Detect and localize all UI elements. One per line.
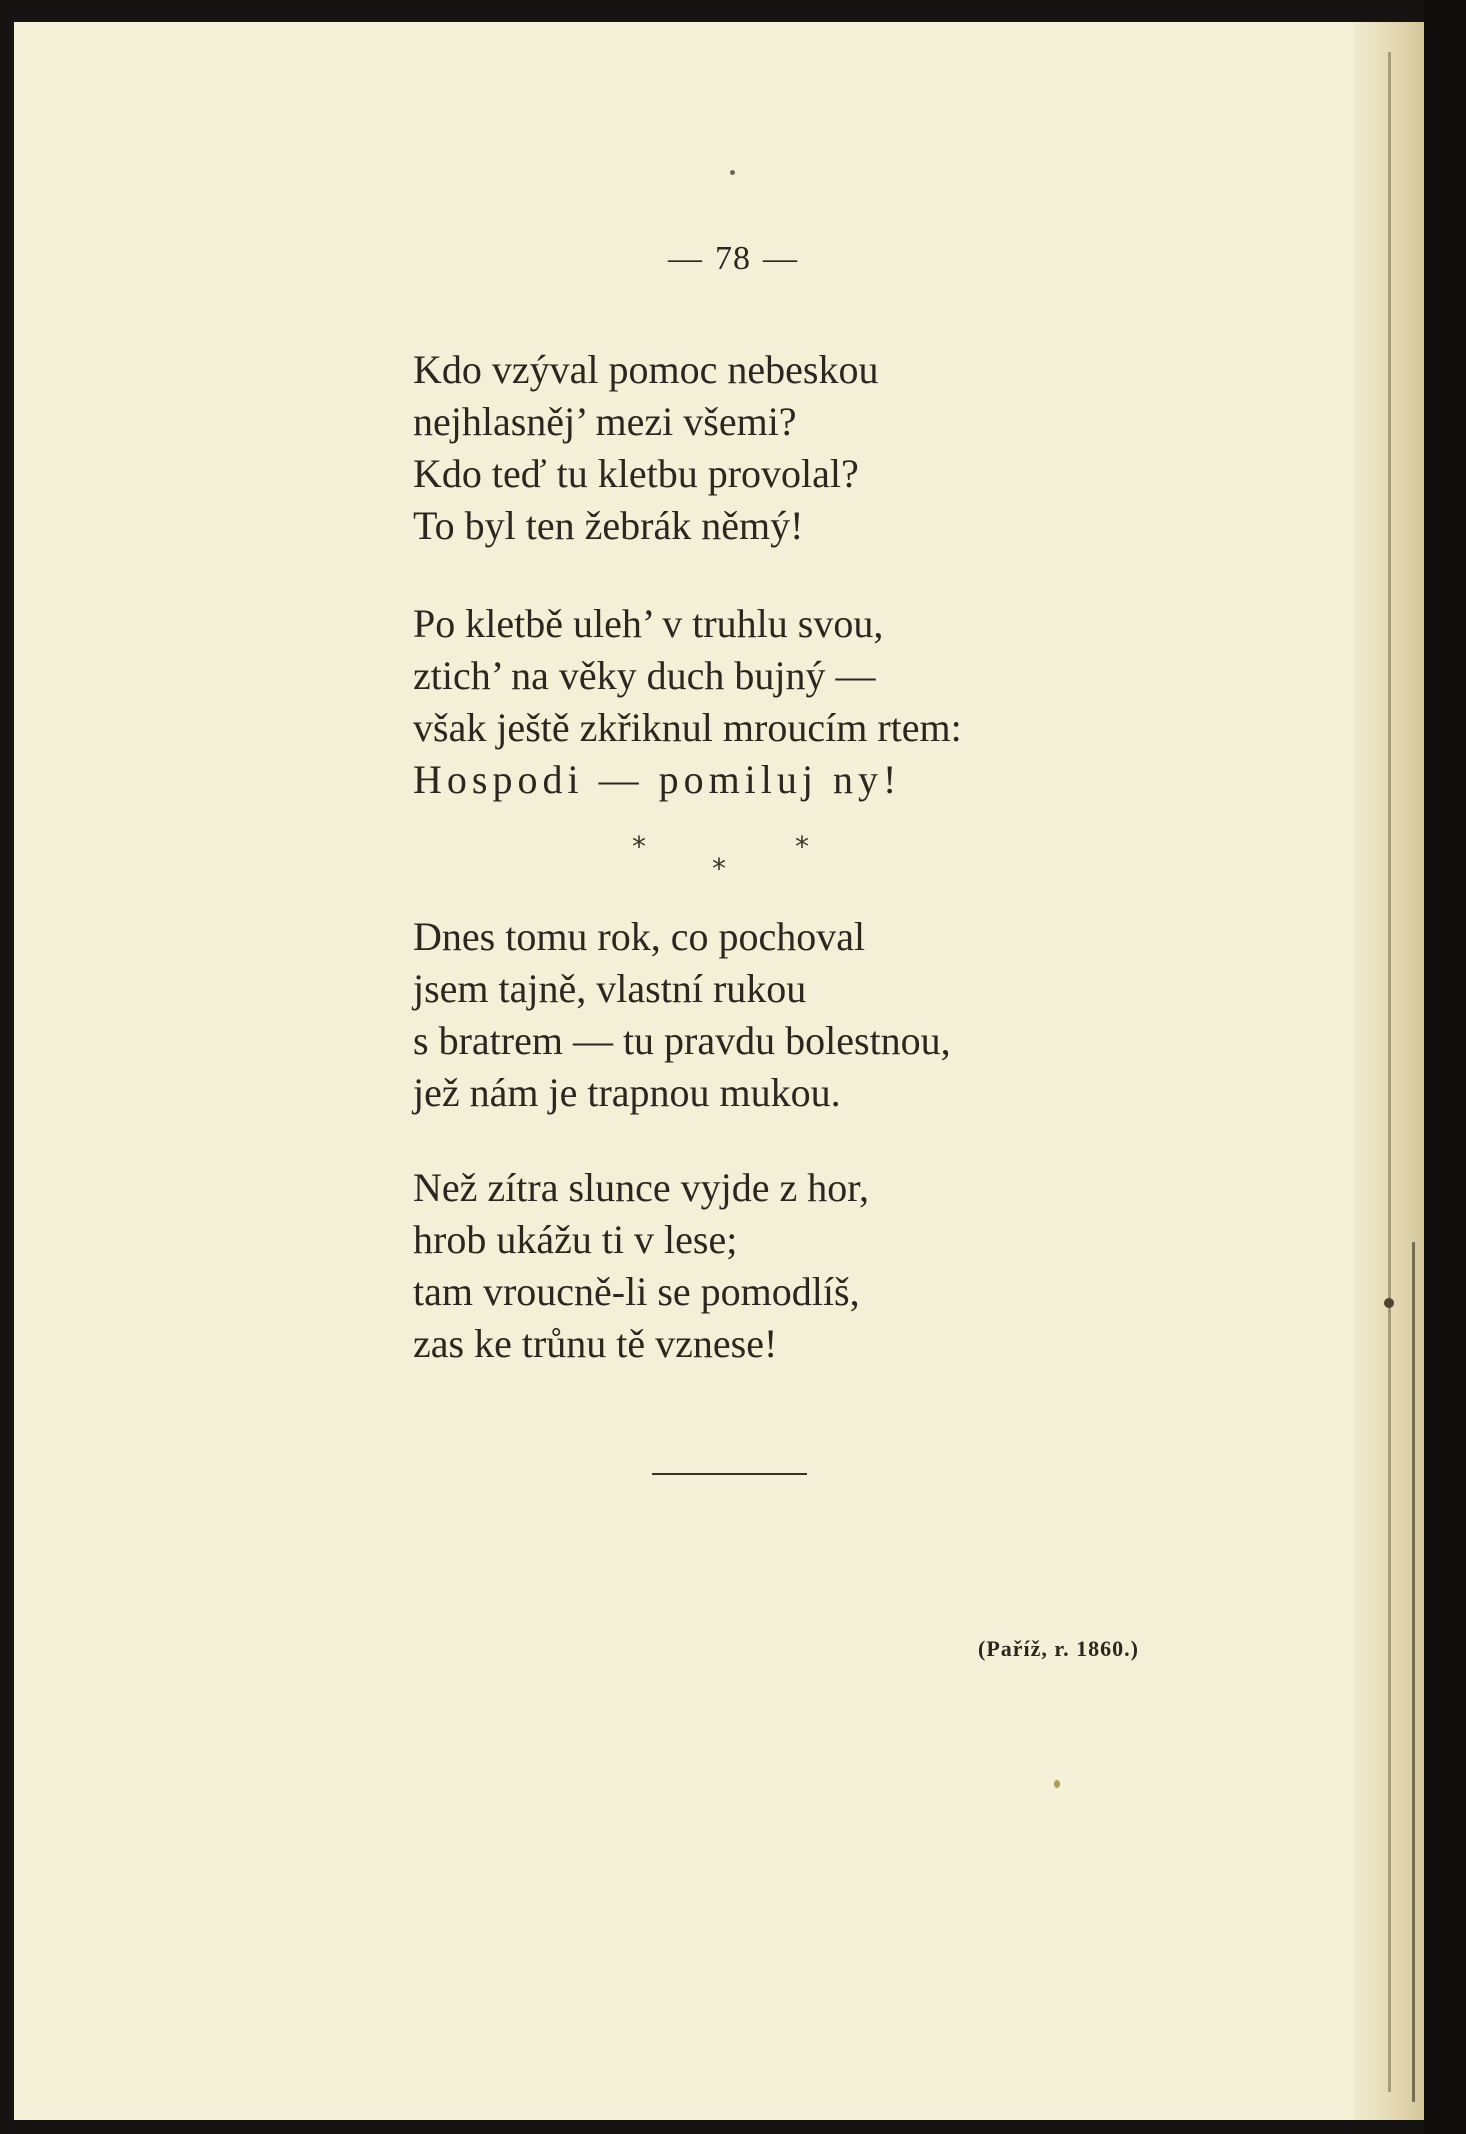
verse-line: však ještě zkřiknul mroucím rtem: [413, 705, 962, 750]
verse-line: Kdo teď tu kletbu provolal? [413, 451, 859, 496]
verse-line: nejhlasněj’ mezi všemi? [413, 399, 797, 444]
binding-line [1388, 52, 1391, 2092]
place-date-signature: (Paříž, r. 1860.) [978, 1636, 1139, 1661]
verse-line: Po kletbě uleh’ v truhlu svou, [413, 601, 884, 646]
stanza-1 [413, 344, 878, 552]
verse-line: jsem tajně, vlastní rukou [413, 966, 807, 1011]
verse-line: Kdo vzýval pomoc nebeskou [413, 347, 879, 392]
verse-line: zas ke trůnu tě vznese! [413, 1321, 778, 1366]
verse-line: To byl ten žebrák němý! [413, 503, 804, 548]
verse-line-spaced: Hospodi — pomiluj ny! [413, 757, 902, 802]
folio-dash-right: — [763, 240, 798, 277]
asterisk-mark: * [795, 830, 809, 863]
verse-line: jež nám je trapnou mukou. [413, 1070, 841, 1115]
asterism-divider [620, 830, 840, 890]
scan-border [1424, 0, 1466, 2134]
verse-line: Dnes tomu rok, co pochoval [413, 914, 866, 959]
verse-line: s bratrem — tu pravdu bolestnou, [413, 1018, 951, 1063]
folio-number: 78 [715, 240, 751, 277]
page-number [0, 240, 1466, 278]
paper-speck [1384, 1298, 1394, 1308]
paper-speck [1054, 1780, 1060, 1788]
binding-line-dark [1412, 1242, 1415, 2102]
verse-line: hrob ukážu ti v lese; [413, 1217, 738, 1262]
asterisk-mark: * [712, 852, 726, 885]
end-rule [652, 1473, 807, 1475]
paper-speck [730, 170, 735, 175]
stanza-2 [413, 598, 962, 806]
stanza-4 [413, 1162, 869, 1370]
verse-line: ztich’ na věky duch bujný — [413, 653, 876, 698]
stanza-3 [413, 911, 951, 1119]
verse-line: Než zítra slunce vyjde z hor, [413, 1165, 869, 1210]
verse-line: tam vroucně-li se pomodlíš, [413, 1269, 860, 1314]
folio-dash-left: — [668, 240, 703, 277]
asterisk-mark: * [632, 830, 646, 863]
